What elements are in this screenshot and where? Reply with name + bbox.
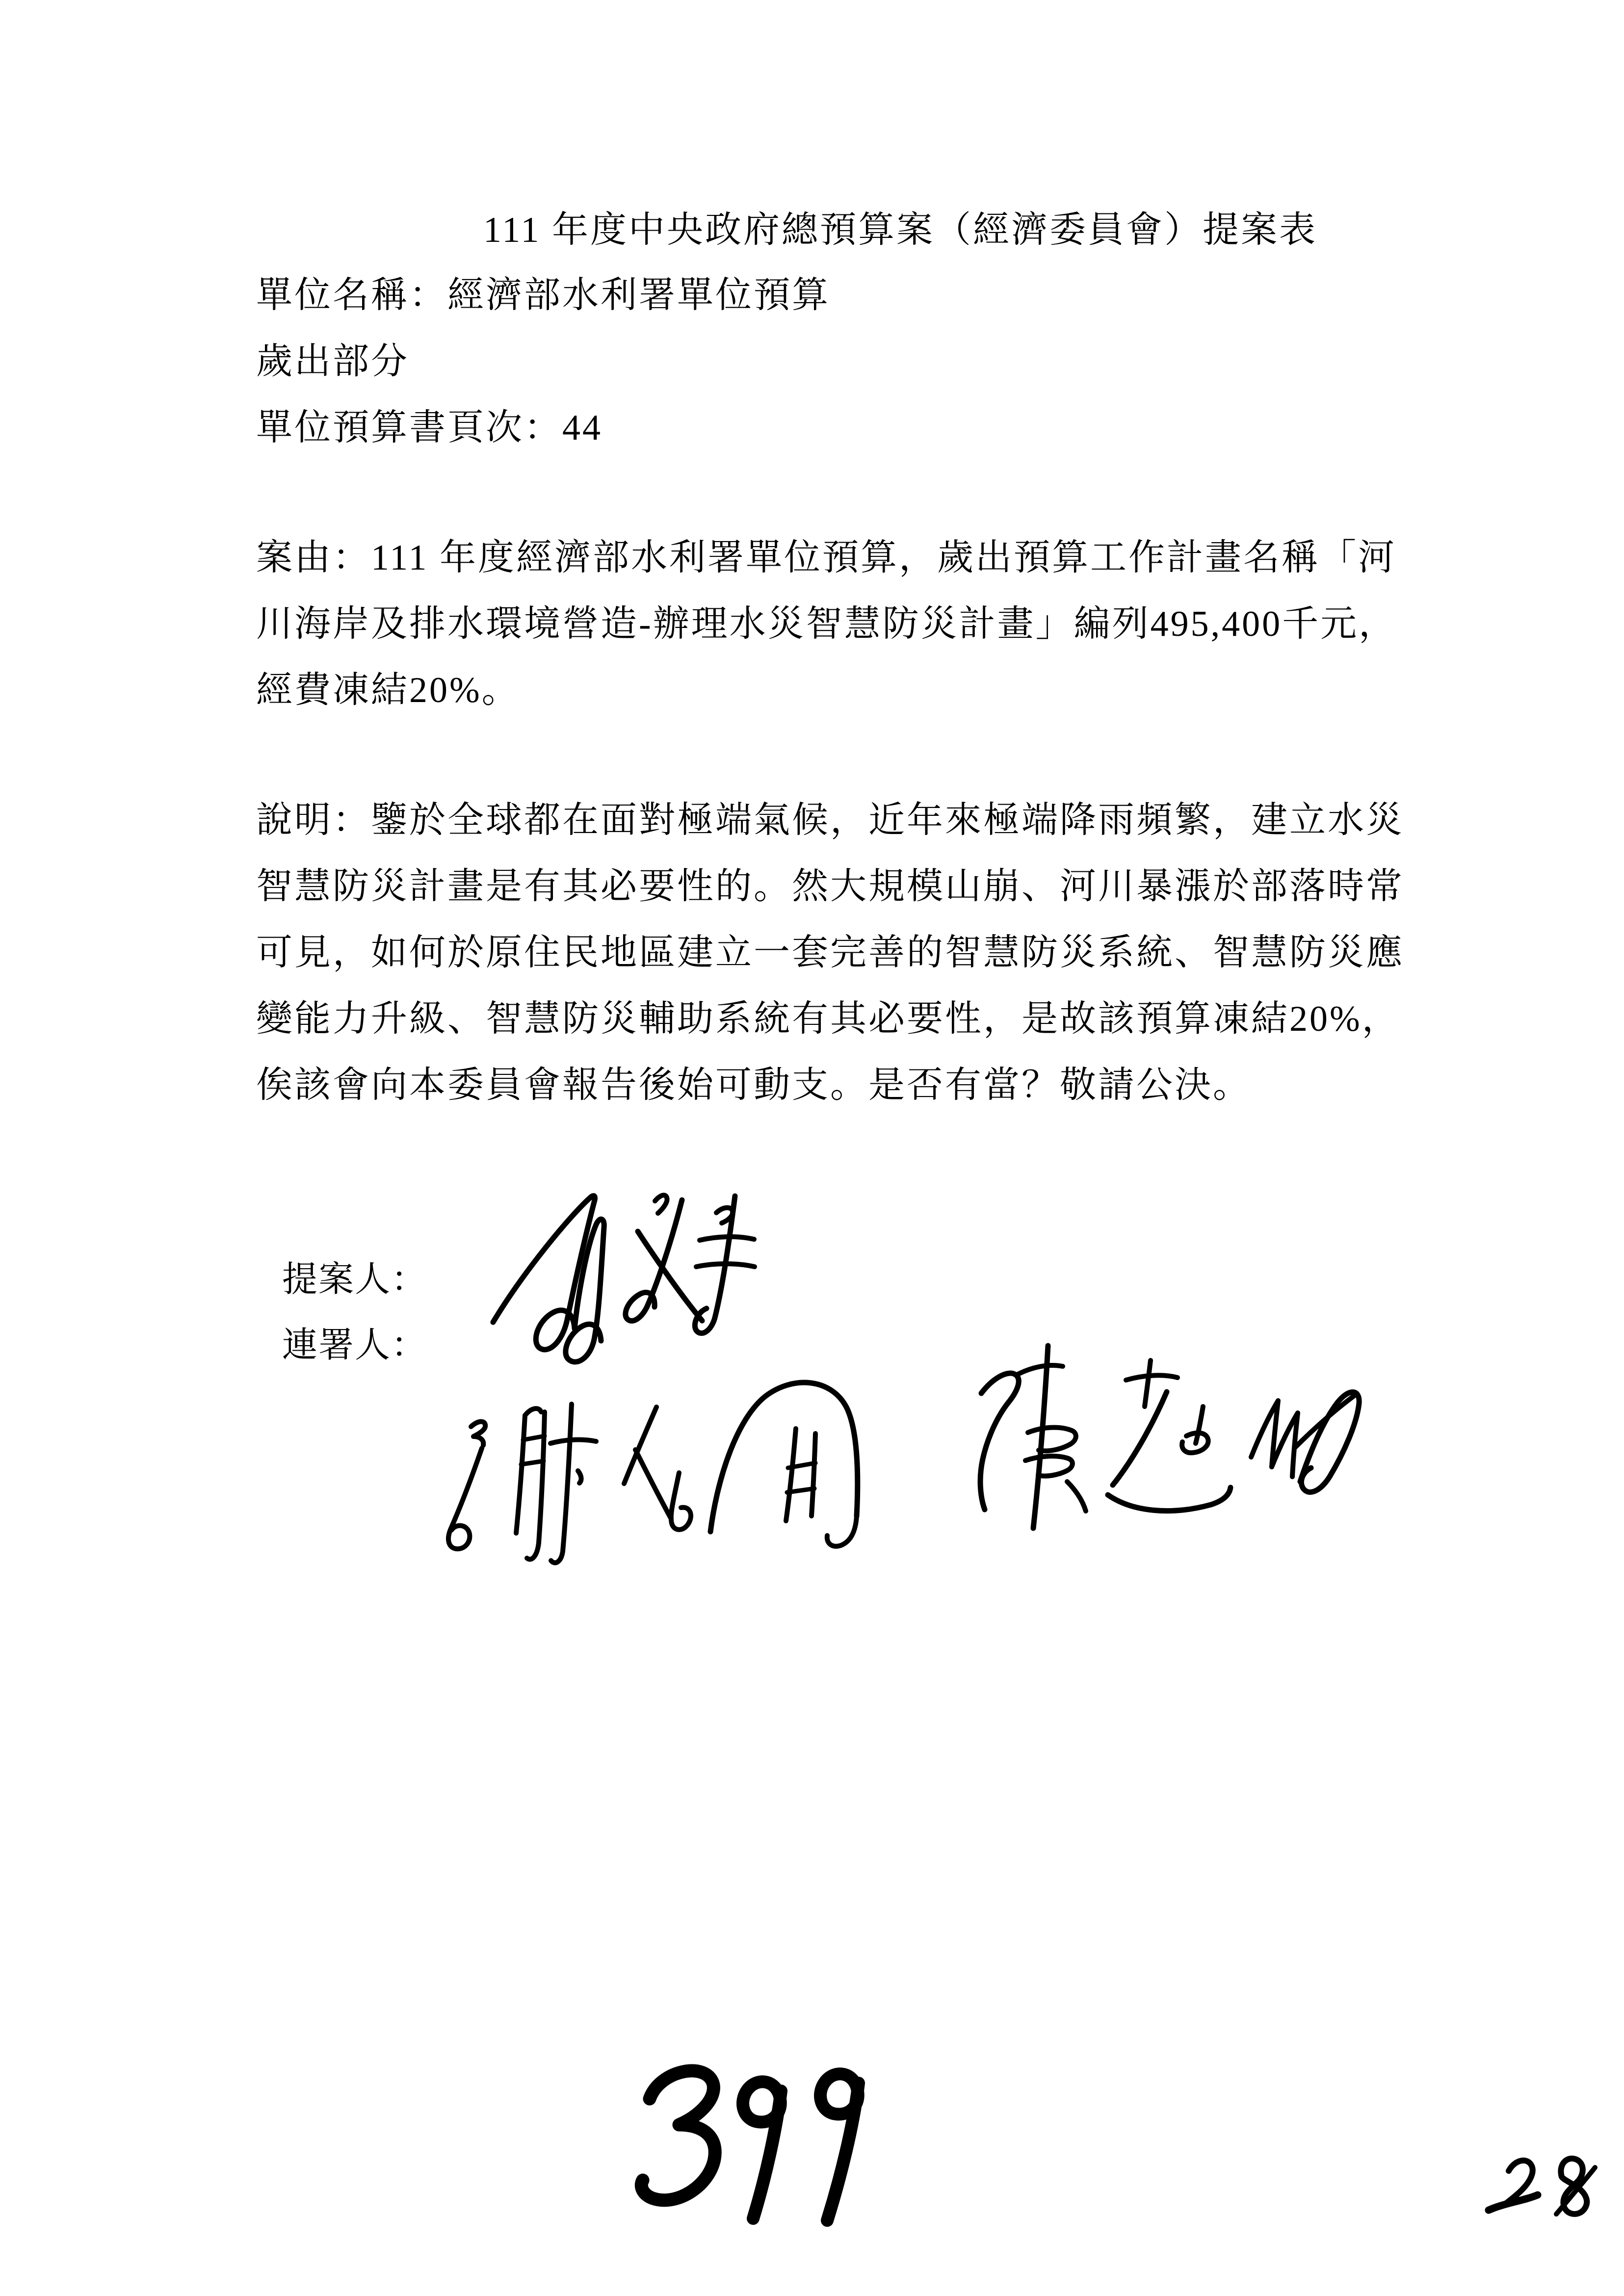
unit-name-line: 單位名稱：經濟部水利署單位預算 <box>256 275 830 315</box>
section-line: 歲出部分 <box>256 341 409 382</box>
proposer-signature-ink <box>407 1168 780 1374</box>
case-line: 川海岸及排水環境營造-辦理水災智慧防災計畫」編列495,400千元， <box>256 604 1397 644</box>
handwritten-page-number-ink <box>619 2056 901 2232</box>
explanation-line: 俟該會向本委員會報告後始可動支。是否有當？敬請公決。 <box>256 1065 1251 1105</box>
handwritten-page-number <box>619 2056 901 2232</box>
cosigner-label: 連署人： <box>282 1326 428 1365</box>
explanation-line: 可見，如何於原住民地區建立一套完善的智慧防災系統、智慧防災應 <box>256 933 1404 973</box>
explanation-line: 說明：鑒於全球都在面對極端氣候，近年來極端降雨頻繁，建立水災 <box>256 800 1404 840</box>
proposer-signature <box>407 1168 780 1374</box>
proposer-label: 提案人： <box>282 1260 428 1299</box>
handwritten-corner-mark <box>1482 2151 1599 2232</box>
page-title: 111 年度中央政府總預算案（經濟委員會）提案表 <box>483 210 1318 250</box>
handwritten-corner-mark-ink <box>1482 2151 1599 2232</box>
explanation-line: 智慧防災計畫是有其必要性的。然大規模山崩、河川暴漲於部落時常 <box>256 866 1404 907</box>
case-line: 案由：111 年度經濟部水利署單位預算，歲出預算工作計畫名稱「河 <box>256 538 1397 578</box>
cosigner-signature-1-ink <box>422 1369 913 1575</box>
budget-book-page-line: 單位預算書頁次：44 <box>256 408 602 448</box>
cosigner-signature-2-ink <box>952 1332 1384 1538</box>
explanation-line: 變能力升級、智慧防災輔助系統有其必要性，是故該預算凍結20%， <box>256 999 1400 1039</box>
cosigner-signature-2 <box>952 1332 1384 1538</box>
cosigner-signature-1 <box>422 1369 913 1575</box>
case-line: 經費凍結20%。 <box>256 670 520 710</box>
